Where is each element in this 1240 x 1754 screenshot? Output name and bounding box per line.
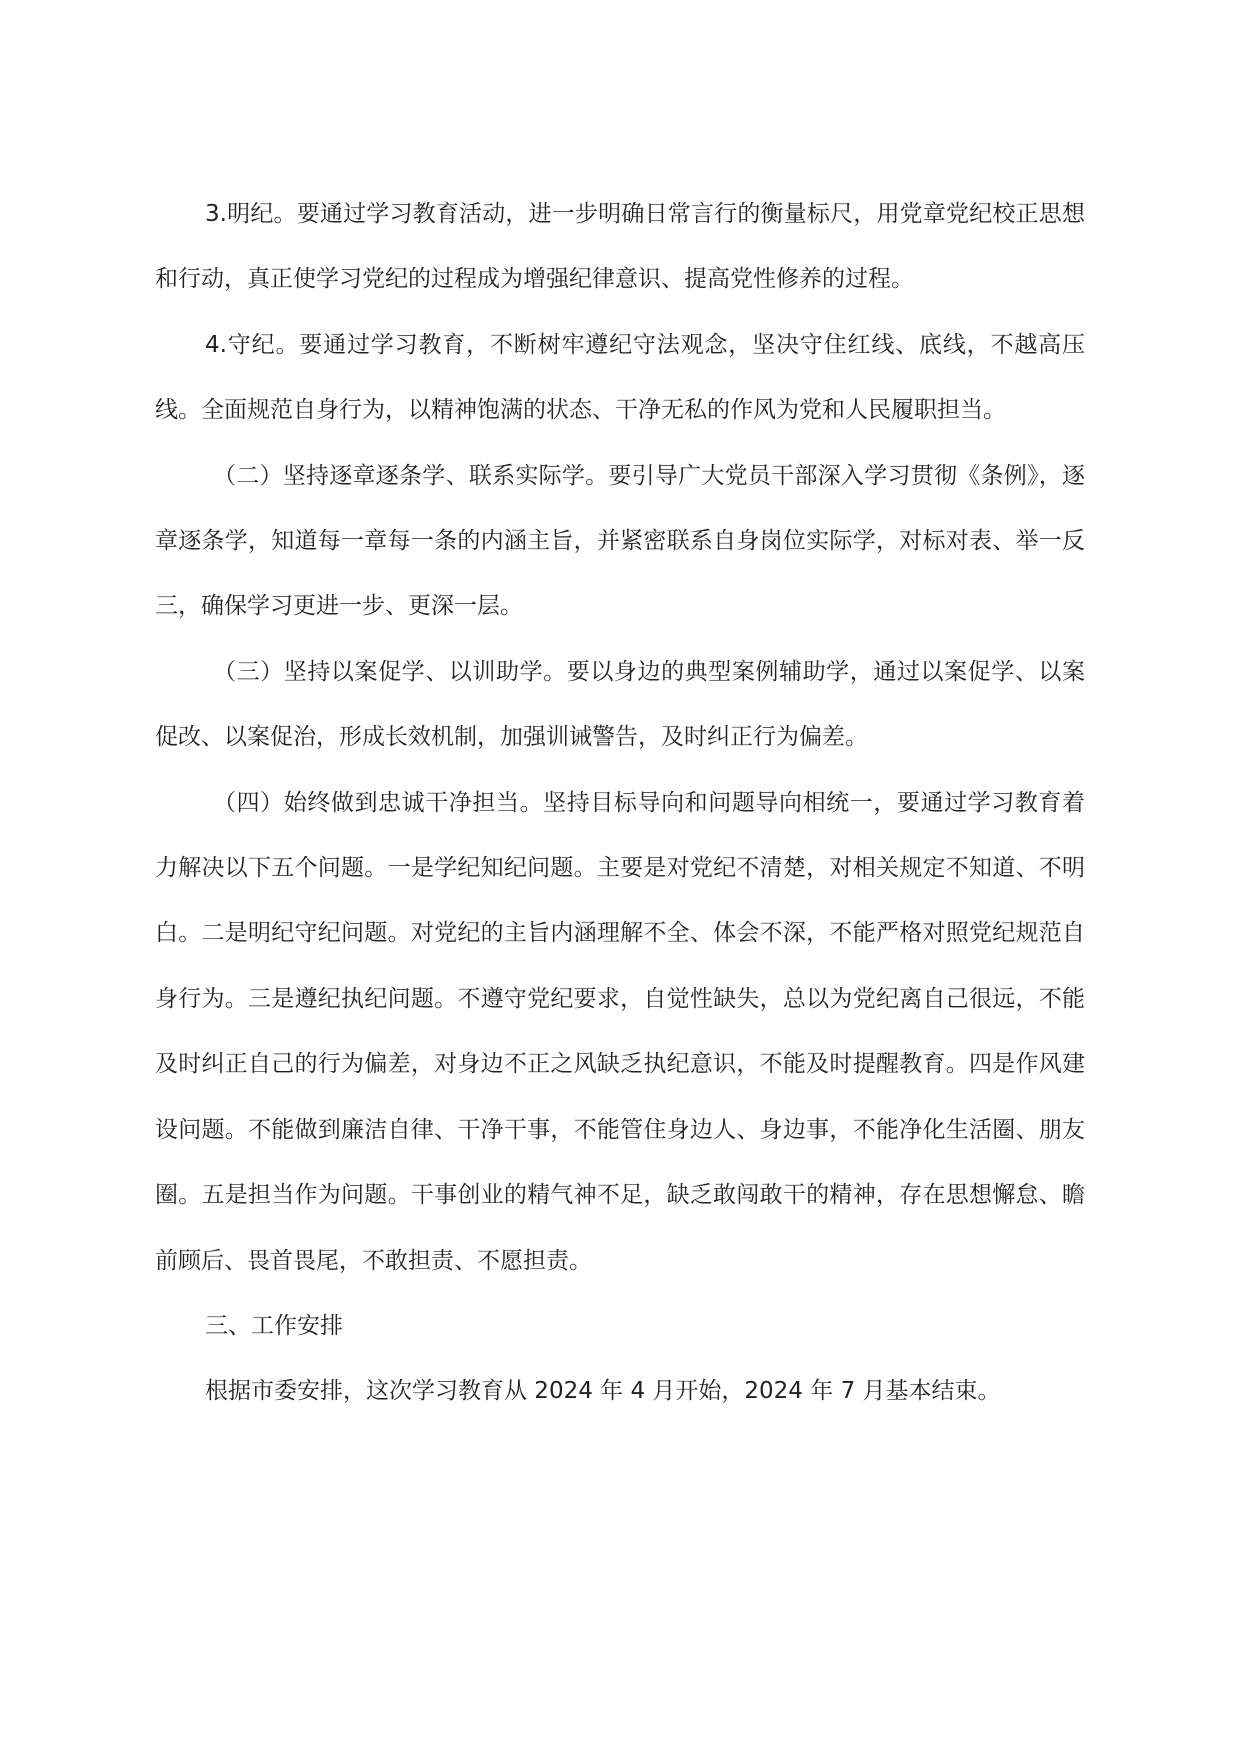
paragraph-shouji: 4.守纪。要通过学习教育，不断树牢遵纪守法观念，坚决守住红线、底线，不越高压线。全面规范自身行为，以精神饱满的状态、干净无私的作风为党和人民履职担当。 [155,331,1085,424]
paragraph-section-two: （二）坚持逐章逐条学、联系实际学。要引导广大党员干部深入学习贯彻《条例》，逐章逐条学，知道每一章每一条的内涵主旨，并紧密联系自身岗位实际学，对标对表、举一反三，确保学习更进一步、更深一层。 [155,462,1085,620]
paragraph-schedule: 根据市委安排，这次学习教育从 2024 年 4 月开始，2024 年 7 月基本结束。 [205,1378,1001,1405]
paragraph-section-four: （四）始终做到忠诚干净担当。坚持目标导向和问题导向相统一，要通过学习教育着力解决以下五个问题。一是学纪知纪问题。主要是对党纪不清楚，对相关规定不知道、不明白。二是明纪守纪问题。对党纪的主旨内涵理解不全、体会不深，不能严格对照党纪规范自身行为。三是遵纪执纪问题。不遵守党纪要求，自觉性缺失，总以为党纪离自己很远，不能及时纠正自己的行为偏差，对身边不正之风缺乏执纪意识，不能及时提醒教育。四是作风建设问题。不能做到廉洁自律、干净干事，不能管住身边人、身边事，不能净化生活圈、朋友圈。五是担当作为问题。干事创业的精气神不足，缺乏敢闯敢干的精神，存在思想懈怠、瞻前顾后、畏首畏尾，不敢担责、不愿担责。 [155,789,1085,1274]
document-page [155,182,1085,1425]
paragraph-mingji: 3.明纪。要通过学习教育活动，进一步明确日常言行的衡量标尺，用党章党纪校正思想和行动，真正使学习党纪的过程成为增强纪律意识、提高党性修养的过程。 [155,201,1085,293]
paragraph-section-three: （三）坚持以案促学、以训助学。要以身边的典型案例辅助学，通过以案促学、以案促改、以案促治，形成长效机制，加强训诫警告，及时纠正行为偏差。 [155,658,1085,751]
section-heading-work-arrangement: 三、工作安排 [205,1312,343,1339]
